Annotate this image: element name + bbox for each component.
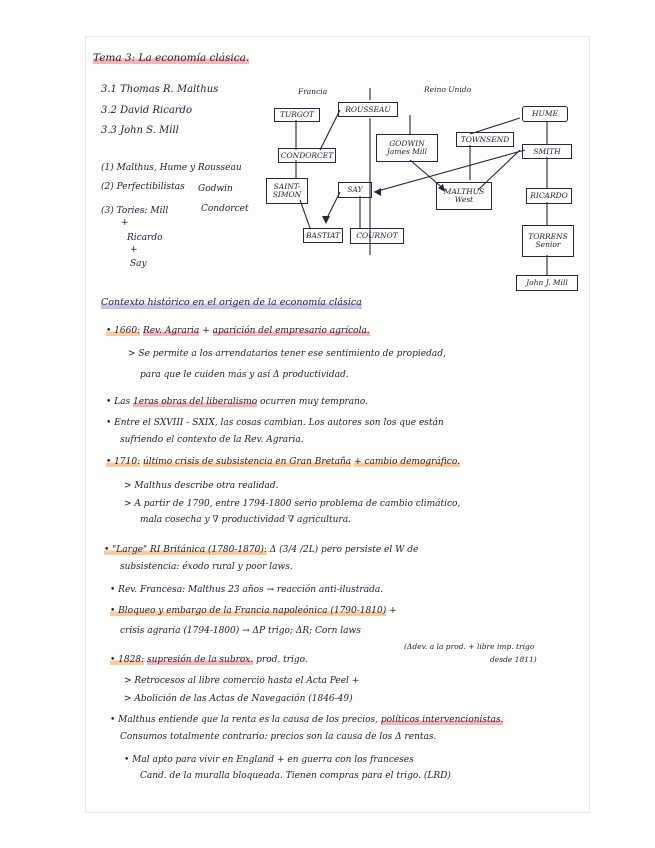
note-2-obras: 1eras obras del liberalismo xyxy=(133,397,258,407)
note-4-detail-3: mala cosecha y ∇ productividad ∇ agricultura. xyxy=(140,515,351,525)
note-4-detail-2: > A partir de 1790, entre 1794-1800 serio problema de cambio climático, xyxy=(124,499,461,509)
note-1-detail-2: para que le cuiden más y así Δ productividad. xyxy=(140,370,349,380)
node-smith: SMITH xyxy=(522,144,572,159)
note-2-end: ocurren muy temprano. xyxy=(260,397,369,407)
node-godwin: GODWIN James Mill xyxy=(376,134,438,162)
node-ricardo: RICARDO xyxy=(526,188,572,204)
node-say: SAY xyxy=(338,182,372,198)
note-4-demografico: + cambio demográfico. xyxy=(354,457,460,467)
note-10-line-2: Cand. de la muralla bloqueada. Tienen compras para el trigo. (LRD) xyxy=(140,771,451,781)
plus-1: + xyxy=(121,218,129,228)
plus-2: + xyxy=(130,245,138,255)
node-rousseau: ROUSSEAU xyxy=(338,102,398,117)
note-7-bloqueo: • Bloqueo y embargo de la Francia napoleónica (1790-1810) xyxy=(110,606,387,616)
note-4-detail-1: > Malthus describe otra realidad. xyxy=(124,481,279,491)
note-1-rev-agraria: Rev. Agraria xyxy=(142,326,200,336)
outline-item-1: 3.1 Thomas R. Malthus xyxy=(101,84,219,95)
note-10-line-1: • Mal apto para vivir en England + en guerra con los franceses xyxy=(124,755,414,765)
note-5-title: • "Large" RI Británica (1780-1870): xyxy=(104,545,267,555)
note-8-trigo: prod. trigo. xyxy=(256,655,308,665)
note-7-plus: + xyxy=(389,606,397,616)
note-8-year: • 1828: xyxy=(110,655,145,665)
note-1-plus: + xyxy=(202,326,210,336)
outline-item-3: 3.3 John S. Mill xyxy=(101,125,179,136)
group-2-godwin: Godwin xyxy=(198,184,233,194)
node-saint-simon: SAINT- SIMON xyxy=(266,178,308,204)
note-7-detail: crisis agraria (1794-1800) → ΔP trigo; ΔR; Corn laws xyxy=(120,626,361,636)
note-4-year: • 1710: xyxy=(106,457,141,467)
note-2-start: • Las xyxy=(106,397,131,407)
node-cournot: COURNOT xyxy=(350,228,404,244)
note-1-detail-1: > Se permite a los arrendatarios tener ese sentimiento de propiedad, xyxy=(128,349,446,359)
note-9-detail: Consumos totalmente contrario: precios son la causa de los Δ rentas. xyxy=(120,732,437,742)
column-label-francia: Francia xyxy=(298,87,328,96)
group-2-condorcet: Condorcet xyxy=(201,204,249,214)
note-5-detail: subsistencia: éxodo rural y poor laws. xyxy=(120,562,293,572)
note-8-detail-1: > Retrocesos al libre comercio hasta el Acta Peel + xyxy=(124,676,360,686)
note-5-change: Δ (3/4 /2L) pero persiste el W de xyxy=(269,545,419,555)
group-2: (2) Perfectibilistas xyxy=(101,182,185,192)
outline-item-2: 3.2 David Ricardo xyxy=(101,105,192,116)
group-1: (1) Malthus, Hume y Rousseau xyxy=(101,163,242,173)
note-8-aside-1: (Δdev. a la prod. + libre imp. trigo xyxy=(404,642,535,651)
node-malthus: MALTHUS West xyxy=(436,182,492,210)
node-turgot: TURGOT xyxy=(274,108,320,122)
section-heading: Contexto histórico en el origen de la economía clásica xyxy=(101,297,362,308)
group-3-ricardo: Ricardo xyxy=(127,233,163,243)
node-mill: John J. Mill xyxy=(516,275,578,291)
node-hume: HUME xyxy=(522,106,568,122)
node-townsend: TOWNSEND xyxy=(456,132,514,147)
note-9-politicos: políticos intervencionistas. xyxy=(380,715,504,725)
note-6: • Rev. Francesa: Malthus 23 años → reacción anti-ilustrada. xyxy=(110,585,384,595)
note-8-supresion: supresión de la subrox. xyxy=(146,655,254,665)
note-1-year: • 1660: xyxy=(106,326,141,336)
note-8-detail-2: > Abolición de las Actas de Navegación (1846-49) xyxy=(124,694,353,704)
note-8-aside-2: desde 1811) xyxy=(490,655,537,664)
note-9-start: • Malthus entiende que la renta es la causa de los precios, xyxy=(110,715,379,725)
note-1-empresario: aparición del empresario agrícola. xyxy=(212,326,370,336)
page-title: Tema 3: La economía clásica. xyxy=(93,52,250,64)
note-3-line-1: • Entre el SXVIII - SXIX, las cosas cambian. Los autores son los que están xyxy=(106,418,444,428)
node-torrens: TORRENS Senior xyxy=(522,225,574,257)
node-bastiat: BASTIAT xyxy=(303,228,343,243)
note-3-line-2: sufriendo el contexto de la Rev. Agraria. xyxy=(120,435,304,445)
group-3-say: Say xyxy=(130,259,147,269)
node-condorcet: CONDORCET xyxy=(278,148,336,163)
note-4-crisis: último crisis de subsistencia en Gran Bretaña xyxy=(142,457,352,467)
column-label-reino-unido: Reino Unido xyxy=(424,85,472,94)
group-3: (3) Tories: Mill xyxy=(101,206,169,216)
